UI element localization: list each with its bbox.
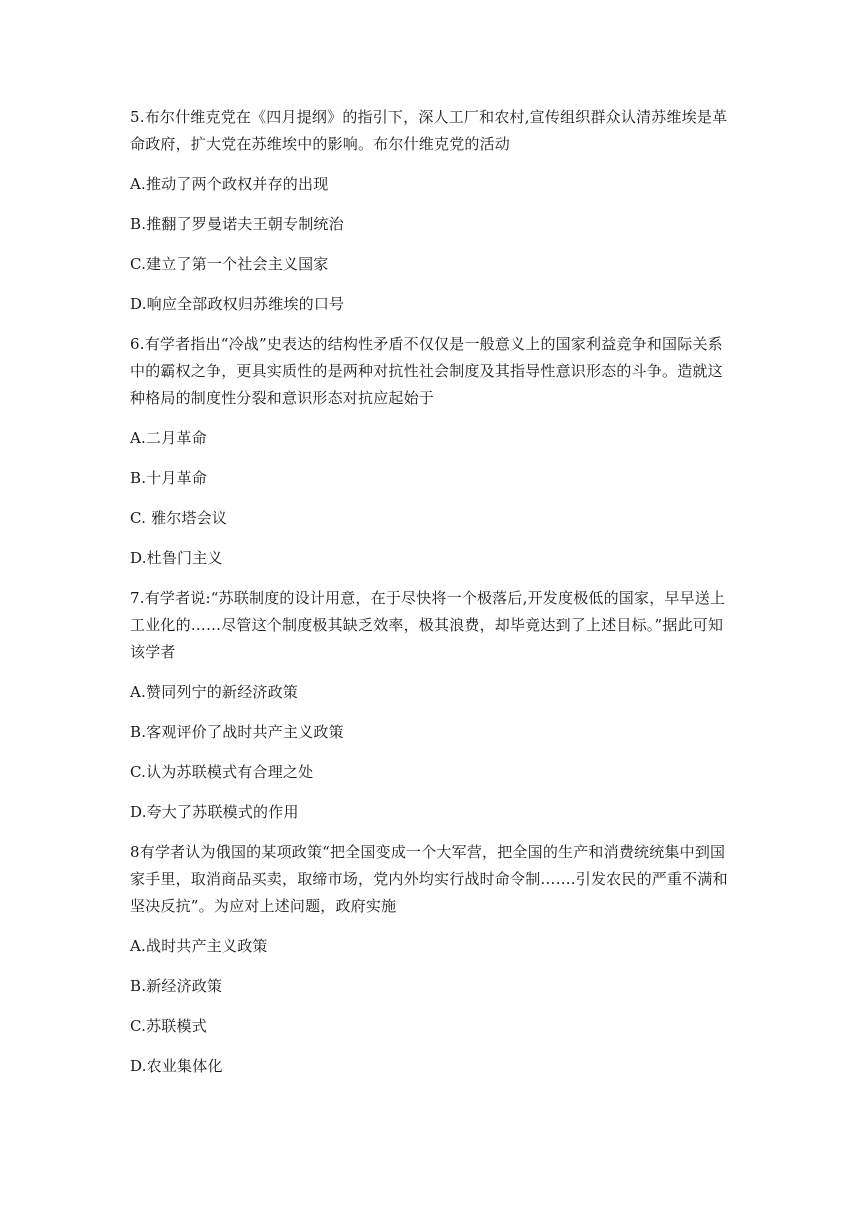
question-stem: 7.有学者说:“苏联制度的设计用意，在于尽快将一个极落后,开发度极低的国家，早早送上工业化的……尽管这个制度极其缺乏效率，极其浪费，却毕竟达到了上述目标。”据此可知该学者 bbox=[130, 589, 726, 661]
question-6 bbox=[130, 331, 734, 572]
option-c: C. 雅尔塔会议 bbox=[130, 509, 228, 527]
option-d: D.杜鲁门主义 bbox=[130, 549, 223, 567]
option-d: D.农业集体化 bbox=[130, 1057, 223, 1075]
option-b: B.客观评价了战时共产主义政策 bbox=[130, 723, 344, 741]
option-d: D.响应全部政权归苏维埃的口号 bbox=[130, 295, 345, 313]
option-b: B.推翻了罗曼诺夫王朝专制统治 bbox=[130, 215, 344, 233]
option-a: A.二月革命 bbox=[130, 429, 207, 447]
question-5 bbox=[130, 104, 734, 318]
option-a: A.推动了两个政权并存的出现 bbox=[130, 175, 329, 193]
question-stem: 6.有学者指出“冷战”史表达的结构性矛盾不仅仅是一般意义上的国家利益竞争和国际关系中的霸权之争，更具实质性的是两种对抗性社会制度及其指导性意识形态的斗争。造就这种格局的制度性分裂和意识形态对抗应起始于 bbox=[130, 335, 723, 407]
option-d: D.夸大了苏联模式的作用 bbox=[130, 803, 299, 821]
option-a: A.战时共产主义政策 bbox=[130, 937, 268, 955]
option-a: A.赞同列宁的新经济政策 bbox=[130, 683, 299, 701]
option-c: C.认为苏联模式有合理之处 bbox=[130, 763, 314, 781]
question-7 bbox=[130, 585, 734, 826]
question-stem: 5.布尔什维克党在《四月提纲》的指引下，深人工厂和农村,宣传组织群众认清苏维埃是革命政府，扩大党在苏维埃中的影响。布尔什维克党的活动 bbox=[130, 108, 728, 153]
option-b: B.新经济政策 bbox=[130, 977, 223, 995]
question-stem: 8有学者认为俄国的某项政策“把全国变成一个大军营，把全国的生产和消费统统集中到国家手里，取消商品买卖，取缔市场，党内外均实行战时命令制…….引发农民的严重不满和坚决反抗”。为应对上述问题，政府实施 bbox=[130, 843, 728, 915]
question-8 bbox=[130, 839, 734, 1080]
option-b: B.十月革命 bbox=[130, 469, 207, 487]
option-c: C.建立了第一个社会主义国家 bbox=[130, 255, 329, 273]
option-c: C.苏联模式 bbox=[130, 1017, 207, 1035]
